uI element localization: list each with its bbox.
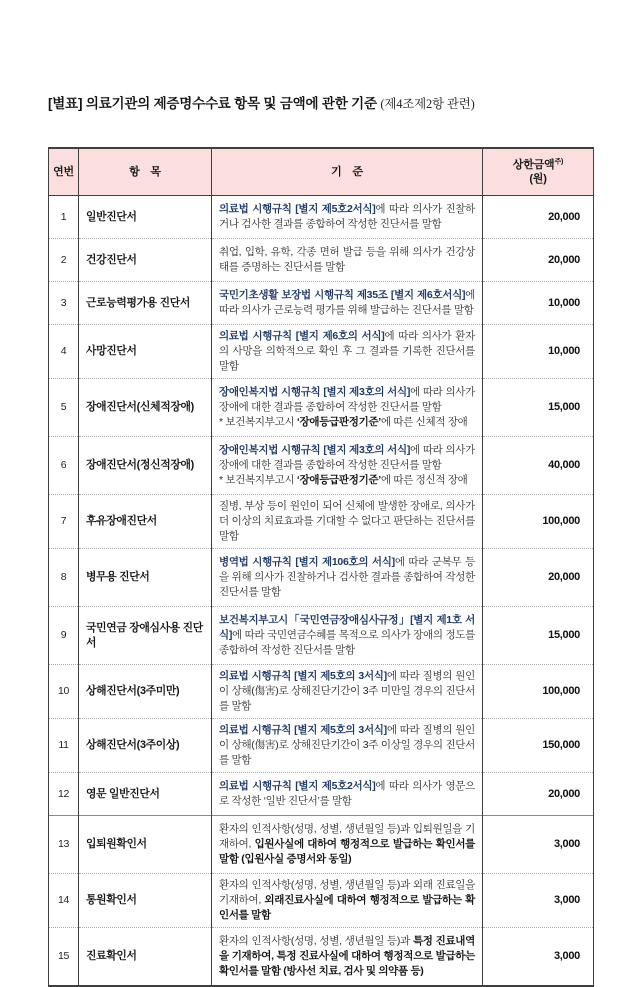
amount-cell: 100,000 (483, 495, 594, 549)
criteria-text: 에 따라 의사가 진찰하거나 검사한 결과를 종합하여 작성한 진단서를 말함 (219, 203, 475, 230)
table-row (49, 437, 594, 495)
row-number-cell: 5 (49, 379, 79, 437)
item-name-cell: 입퇴원확인서 (79, 816, 212, 874)
law-reference-text: 병역법 시행규칙 [별지 제106호의 서식] (219, 556, 395, 568)
amount-cell: 3,000 (483, 816, 594, 874)
criteria-text: 질병, 부상 등이 원인이 되어 신체에 발생한 장애로, 의사가 더 이상의 치료효과를 기대할 수 없다고 판단하는 진단서를 말함 (219, 500, 475, 542)
criteria-text: 에 따라 질병의 원인이 상해(傷害)로 상해진단기간이 3주 이상일 경우의 진단서를 말함 (219, 724, 475, 766)
table-row (49, 379, 594, 437)
law-reference-text: 국민기초생활 보장법 시행규칙 제35조 [별지 제6호서식] (219, 289, 466, 301)
criteria-text: ‘장애등급판정기준’ (296, 416, 381, 428)
item-name-cell: 통원확인서 (79, 874, 212, 928)
criteria-cell (212, 239, 483, 282)
table-row (49, 928, 594, 987)
criteria-cell (212, 607, 483, 665)
criteria-text: 에 따라 의사가 영문으로 작성한 ‘일반 진단서’를 말함 (219, 780, 475, 807)
amount-header-label: 상한금액 (512, 159, 555, 171)
criteria-cell (212, 282, 483, 325)
item-name-cell: 일반진단서 (79, 196, 212, 239)
criteria-text: 에 따라 의사가 장애에 대한 결과를 종합하여 작성한 진단서를 말함 (219, 444, 475, 471)
criteria-text: 에 따라 의사가 환자의 사망을 의학적으로 확인 후 그 결과를 기록한 진단서를 말함 (219, 330, 475, 372)
criteria-cell (212, 437, 483, 495)
row-number-cell: 7 (49, 495, 79, 549)
criteria-text: 특정 진료내역을 기재하여, 특정 진료사실에 대하여 행정적으로 발급하는 확인서를 말함 (방사선 치료, 검사 및 의약품 등) (219, 935, 475, 977)
row-number-cell: 9 (49, 607, 79, 665)
law-reference-text: 장애인복지법 시행규칙 [별지 제3호의 서식] (219, 444, 411, 456)
criteria-text: 에 따른 신체적 장애 (380, 416, 468, 428)
table-row (49, 282, 594, 325)
fee-table (48, 147, 594, 987)
table-row (49, 325, 594, 379)
amount-cell: 20,000 (483, 239, 594, 282)
title-suffix: (제4조제2항 관련) (380, 97, 475, 111)
amount-cell: 10,000 (483, 325, 594, 379)
criteria-text: 에 따른 정신적 장애 (380, 474, 468, 486)
criteria-cell (212, 325, 483, 379)
criteria-text: 환자의 인적사항(성명, 성별, 생년월일 등)과 입퇴원일을 기재하여, (219, 823, 475, 850)
row-number-cell: 15 (49, 928, 79, 987)
law-reference-text: 의료법 시행규칙 [별지 제6호의 서식] (219, 330, 385, 342)
row-number-cell: 6 (49, 437, 79, 495)
criteria-cell (212, 816, 483, 874)
page-title (48, 94, 593, 114)
amount-cell: 15,000 (483, 607, 594, 665)
row-number-cell: 8 (49, 549, 79, 607)
item-name-cell: 상해진단서(3주이상) (79, 719, 212, 773)
amount-cell: 3,000 (483, 874, 594, 928)
table-row (49, 773, 594, 816)
col-header-criteria: 기 준 (212, 148, 483, 196)
table-row (49, 495, 594, 549)
law-reference-text: 보건복지부고시「국민연금장애심사규정」[별지 제1호 서식] (219, 614, 475, 641)
row-number-cell: 2 (49, 239, 79, 282)
criteria-cell (212, 379, 483, 437)
criteria-text: 에 따라 국민연금수혜를 목적으로 의사가 장애의 정도를 종합하여 작성한 진단서를 말함 (219, 629, 475, 656)
amount-cell: 20,000 (483, 773, 594, 816)
table-row (49, 196, 594, 239)
row-number-cell: 14 (49, 874, 79, 928)
criteria-cell (212, 495, 483, 549)
amount-cell: 20,000 (483, 196, 594, 239)
table-row (49, 665, 594, 719)
col-header-item: 항 목 (79, 148, 212, 196)
item-name-cell: 장애진단서(신체적장애) (79, 379, 212, 437)
criteria-text: * 보건복지부고시 (219, 416, 297, 428)
row-number-cell: 13 (49, 816, 79, 874)
item-name-cell: 근로능력평가용 진단서 (79, 282, 212, 325)
item-name-cell: 후유장애진단서 (79, 495, 212, 549)
criteria-cell (212, 928, 483, 987)
col-header-no: 연번 (49, 148, 79, 196)
criteria-text: 에 따라 의사가 근로능력 평가를 위해 발급하는 진단서를 말함 (219, 289, 475, 316)
amount-header-unit: (원) (529, 173, 547, 185)
criteria-cell (212, 196, 483, 239)
amount-cell: 10,000 (483, 282, 594, 325)
item-name-cell: 국민연금 장애심사용 진단서 (79, 607, 212, 665)
table-header-row (49, 148, 594, 196)
amount-cell: 20,000 (483, 549, 594, 607)
table-row (49, 816, 594, 874)
amount-cell: 100,000 (483, 665, 594, 719)
row-number-cell: 12 (49, 773, 79, 816)
col-header-amount (483, 148, 594, 196)
criteria-text: 에 따라 의사가 장애에 대한 결과를 종합하여 작성한 진단서를 말함 (219, 386, 475, 413)
item-name-cell: 병무용 진단서 (79, 549, 212, 607)
criteria-cell (212, 549, 483, 607)
table-row (49, 239, 594, 282)
row-number-cell: 1 (49, 196, 79, 239)
criteria-text: 환자의 인적사항(성명, 성별, 생년월일 등)과 외래 진료일을 기재하여, (219, 879, 475, 906)
amount-footnote-mark: 주) (554, 158, 564, 166)
criteria-text: 취업, 입학, 유학, 각종 면허 발급 등을 위해 의사가 건강상태를 증명하는 진단서를 말함 (219, 246, 475, 273)
law-reference-text: 의료법 시행규칙 [별지 제5호의 3서식] (219, 724, 387, 736)
title-main: [별표] 의료기관의 제증명수수료 항목 및 금액에 관한 기준 (48, 96, 377, 111)
criteria-cell (212, 773, 483, 816)
row-number-cell: 11 (49, 719, 79, 773)
criteria-text: 환자의 인적사항(성명, 성별, 생년월일 등)과 (219, 935, 413, 947)
table-row (49, 607, 594, 665)
item-name-cell: 영문 일반진단서 (79, 773, 212, 816)
item-name-cell: 상해진단서(3주미만) (79, 665, 212, 719)
criteria-cell (212, 719, 483, 773)
amount-cell: 150,000 (483, 719, 594, 773)
amount-cell: 40,000 (483, 437, 594, 495)
amount-cell: 15,000 (483, 379, 594, 437)
table-row (49, 719, 594, 773)
law-reference-text: 의료법 시행규칙 [별지 제5호2서식] (219, 780, 376, 792)
row-number-cell: 3 (49, 282, 79, 325)
law-reference-text: 의료법 시행규칙 [별지 제5호2서식] (219, 203, 376, 215)
criteria-text: 에 따라 군복무 등을 위해 의사가 진찰하거나 검사한 결과를 종합하여 작성한 진단서를 말함 (219, 556, 475, 598)
item-name-cell: 사망진단서 (79, 325, 212, 379)
row-number-cell: 10 (49, 665, 79, 719)
criteria-cell (212, 874, 483, 928)
item-name-cell: 건강진단서 (79, 239, 212, 282)
table-row (49, 874, 594, 928)
amount-cell: 3,000 (483, 928, 594, 987)
criteria-text: 외래진료사실에 대하여 행정적으로 발급하는 확인서를 말함 (219, 894, 475, 921)
fee-table-body (49, 196, 594, 987)
row-number-cell: 4 (49, 325, 79, 379)
law-reference-text: 의료법 시행규칙 [별지 제5호의 3서식] (219, 670, 387, 682)
criteria-text: ‘장애등급판정기준’ (296, 474, 381, 486)
criteria-text: 에 따라 질병의 원인이 상해(傷害)로 상해진단기간이 3주 미만일 경우의 진단서를 말함 (219, 670, 475, 712)
item-name-cell: 장애진단서(정신적장애) (79, 437, 212, 495)
item-name-cell: 진료확인서 (79, 928, 212, 987)
criteria-cell (212, 665, 483, 719)
criteria-text: * 보건복지부고시 (219, 474, 297, 486)
law-reference-text: 장애인복지법 시행규칙 [별지 제3호의 서식] (219, 386, 411, 398)
criteria-text: 입원사실에 대하여 행정적으로 발급하는 확인서를 말함 (입원사실 증명서와 동일) (219, 838, 475, 865)
table-row (49, 549, 594, 607)
